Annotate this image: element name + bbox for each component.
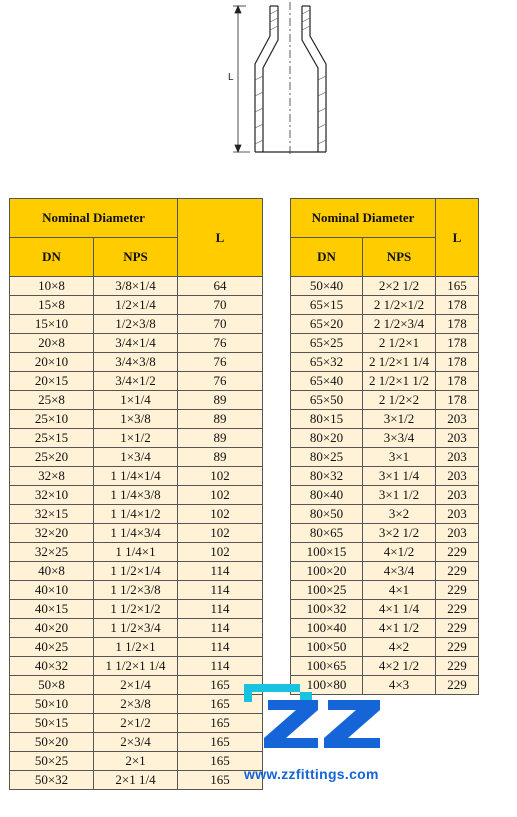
cell-dn: 100×65 xyxy=(291,657,363,676)
cell-length: 229 xyxy=(436,657,479,676)
table-row xyxy=(10,391,263,410)
cell-dn: 25×8 xyxy=(10,391,94,410)
cell-nps: 4×2 xyxy=(363,638,436,657)
cell-nps: 1 1/2×1/4 xyxy=(94,562,178,581)
header-nps: NPS xyxy=(363,238,436,277)
cell-length: 76 xyxy=(178,372,263,391)
cell-dn: 40×15 xyxy=(10,600,94,619)
cell-dn: 100×50 xyxy=(291,638,363,657)
cell-nps: 3/8×1/4 xyxy=(94,277,178,296)
cell-dn: 100×40 xyxy=(291,619,363,638)
cell-nps: 4×2 1/2 xyxy=(363,657,436,676)
cell-dn: 32×25 xyxy=(10,543,94,562)
cell-dn: 80×15 xyxy=(291,410,363,429)
cell-length: 178 xyxy=(436,334,479,353)
cell-nps: 2 1/2×1 1/4 xyxy=(363,353,436,372)
cell-nps: 1×3/8 xyxy=(94,410,178,429)
cell-nps: 2×3/8 xyxy=(94,695,178,714)
cell-length: 70 xyxy=(178,296,263,315)
cell-nps: 3×1/2 xyxy=(363,410,436,429)
cell-dn: 50×8 xyxy=(10,676,94,695)
cell-nps: 2×3/4 xyxy=(94,733,178,752)
cell-nps: 3×1 1/2 xyxy=(363,486,436,505)
cell-nps: 1 1/2×1 xyxy=(94,638,178,657)
cell-nps: 3×1 xyxy=(363,448,436,467)
cell-length: 203 xyxy=(436,467,479,486)
cell-length: 114 xyxy=(178,619,263,638)
cell-length: 114 xyxy=(178,638,263,657)
cell-length: 229 xyxy=(436,562,479,581)
cell-length: 102 xyxy=(178,505,263,524)
table-row xyxy=(10,752,263,771)
cell-nps: 4×3/4 xyxy=(363,562,436,581)
cell-length: 165 xyxy=(178,676,263,695)
cell-dn: 40×32 xyxy=(10,657,94,676)
cell-dn: 100×80 xyxy=(291,676,363,695)
table-row xyxy=(291,410,479,429)
cell-length: 178 xyxy=(436,315,479,334)
cell-nps: 4×1 1/2 xyxy=(363,619,436,638)
cell-length: 229 xyxy=(436,600,479,619)
table-row xyxy=(291,391,479,410)
header-length: L xyxy=(178,199,263,277)
table-row xyxy=(10,429,263,448)
cell-length: 165 xyxy=(178,752,263,771)
cell-nps: 2 1/2×3/4 xyxy=(363,315,436,334)
table-row xyxy=(10,505,263,524)
cell-length: 165 xyxy=(178,771,263,790)
cell-dn: 50×40 xyxy=(291,277,363,296)
table-row xyxy=(10,733,263,752)
cell-nps: 2×1/2 xyxy=(94,714,178,733)
cell-dn: 50×32 xyxy=(10,771,94,790)
cell-length: 178 xyxy=(436,391,479,410)
cell-dn: 80×65 xyxy=(291,524,363,543)
cell-dn: 65×50 xyxy=(291,391,363,410)
table-row xyxy=(10,334,263,353)
cell-length: 114 xyxy=(178,581,263,600)
cell-dn: 65×32 xyxy=(291,353,363,372)
cell-length: 89 xyxy=(178,429,263,448)
cell-length: 89 xyxy=(178,448,263,467)
cell-length: 114 xyxy=(178,600,263,619)
cell-dn: 80×32 xyxy=(291,467,363,486)
logo-mark xyxy=(244,684,380,748)
zz-fittings-logo xyxy=(240,680,390,762)
table-row xyxy=(10,315,263,334)
cell-dn: 80×25 xyxy=(291,448,363,467)
cell-length: 102 xyxy=(178,524,263,543)
table-row xyxy=(291,448,479,467)
table-row xyxy=(10,581,263,600)
cell-dn: 40×20 xyxy=(10,619,94,638)
table-row xyxy=(10,600,263,619)
cell-nps: 2×1/4 xyxy=(94,676,178,695)
cell-nps: 1 1/4×1 xyxy=(94,543,178,562)
cell-length: 203 xyxy=(436,505,479,524)
cell-nps: 1/2×1/4 xyxy=(94,296,178,315)
cell-nps: 1 1/2×1 1/4 xyxy=(94,657,178,676)
cell-length: 102 xyxy=(178,543,263,562)
table-row xyxy=(291,600,479,619)
cell-dn: 15×8 xyxy=(10,296,94,315)
cell-dn: 20×15 xyxy=(10,372,94,391)
table-row xyxy=(10,448,263,467)
table-row xyxy=(10,638,263,657)
cell-nps: 4×1 1/4 xyxy=(363,600,436,619)
header-row-group xyxy=(10,199,263,238)
cell-dn: 40×8 xyxy=(10,562,94,581)
cell-dn: 65×20 xyxy=(291,315,363,334)
cell-length: 165 xyxy=(178,714,263,733)
cell-length: 229 xyxy=(436,676,479,695)
table-row xyxy=(10,296,263,315)
cell-nps: 1 1/4×3/8 xyxy=(94,486,178,505)
table-row xyxy=(10,657,263,676)
table-row xyxy=(291,315,479,334)
cell-nps: 2×2 1/2 xyxy=(363,277,436,296)
cell-length: 165 xyxy=(178,695,263,714)
cell-dn: 25×10 xyxy=(10,410,94,429)
header-dn: DN xyxy=(10,238,94,277)
cell-length: 76 xyxy=(178,353,263,372)
table-row xyxy=(10,524,263,543)
cell-dn: 80×40 xyxy=(291,486,363,505)
table-row xyxy=(291,619,479,638)
table-row xyxy=(291,524,479,543)
cell-length: 114 xyxy=(178,657,263,676)
cell-dn: 25×15 xyxy=(10,429,94,448)
cell-length: 178 xyxy=(436,296,479,315)
table-row xyxy=(10,676,263,695)
cell-dn: 65×15 xyxy=(291,296,363,315)
cell-length: 203 xyxy=(436,524,479,543)
header-dn: DN xyxy=(291,238,363,277)
cell-nps: 3/4×3/8 xyxy=(94,353,178,372)
table-row xyxy=(291,429,479,448)
cell-dn: 65×40 xyxy=(291,372,363,391)
cell-length: 203 xyxy=(436,429,479,448)
table-row xyxy=(10,277,263,296)
cell-length: 102 xyxy=(178,467,263,486)
cell-length: 102 xyxy=(178,486,263,505)
cell-nps: 4×1/2 xyxy=(363,543,436,562)
cell-length: 229 xyxy=(436,581,479,600)
cell-nps: 3×1 1/4 xyxy=(363,467,436,486)
cell-nps: 1 1/2×1/2 xyxy=(94,600,178,619)
cell-nps: 2×1 1/4 xyxy=(94,771,178,790)
table-row xyxy=(10,543,263,562)
cell-dn: 65×25 xyxy=(291,334,363,353)
table-row xyxy=(291,543,479,562)
reducer-outline xyxy=(255,6,326,152)
cell-nps: 1 1/4×3/4 xyxy=(94,524,178,543)
cell-dn: 50×25 xyxy=(10,752,94,771)
cell-dn: 80×20 xyxy=(291,429,363,448)
table-row xyxy=(291,581,479,600)
cell-dn: 15×10 xyxy=(10,315,94,334)
wall-hatching xyxy=(255,10,326,144)
cell-dn: 32×8 xyxy=(10,467,94,486)
cell-nps: 1 1/2×3/4 xyxy=(94,619,178,638)
table-row xyxy=(10,695,263,714)
table-row xyxy=(10,714,263,733)
cell-nps: 2 1/2×1/2 xyxy=(363,296,436,315)
size-table-left xyxy=(9,198,263,790)
cell-dn: 100×32 xyxy=(291,600,363,619)
table-body-right xyxy=(291,277,479,695)
reducer-drawing xyxy=(200,0,340,160)
header-nominal-diameter: Nominal Diameter xyxy=(10,199,178,238)
cell-nps: 4×1 xyxy=(363,581,436,600)
cell-dn: 10×8 xyxy=(10,277,94,296)
table-row xyxy=(291,277,479,296)
table-row xyxy=(291,353,479,372)
dimension-label: L xyxy=(228,72,234,83)
cell-dn: 40×25 xyxy=(10,638,94,657)
cell-dn: 32×20 xyxy=(10,524,94,543)
cell-length: 229 xyxy=(436,543,479,562)
table-row xyxy=(291,334,479,353)
cell-dn: 50×15 xyxy=(10,714,94,733)
table-row xyxy=(10,619,263,638)
cell-dn: 100×25 xyxy=(291,581,363,600)
cell-length: 203 xyxy=(436,448,479,467)
cell-length: 203 xyxy=(436,486,479,505)
cell-nps: 3/4×1/4 xyxy=(94,334,178,353)
table-body-left xyxy=(10,277,263,790)
cell-dn: 100×20 xyxy=(291,562,363,581)
table-row xyxy=(10,771,263,790)
table-row xyxy=(291,372,479,391)
cell-nps: 1 1/2×3/8 xyxy=(94,581,178,600)
cell-dn: 32×10 xyxy=(10,486,94,505)
table-row xyxy=(291,562,479,581)
cell-length: 114 xyxy=(178,562,263,581)
table-row xyxy=(10,372,263,391)
cell-length: 165 xyxy=(436,277,479,296)
cell-length: 178 xyxy=(436,353,479,372)
website-url: www.zzfittings.com xyxy=(244,766,379,782)
cell-nps: 2 1/2×1 xyxy=(363,334,436,353)
cell-nps: 3×2 xyxy=(363,505,436,524)
cell-length: 76 xyxy=(178,334,263,353)
table-row xyxy=(291,486,479,505)
cell-length: 203 xyxy=(436,410,479,429)
cell-nps: 1×3/4 xyxy=(94,448,178,467)
cell-length: 89 xyxy=(178,391,263,410)
header-nps: NPS xyxy=(94,238,178,277)
cell-length: 229 xyxy=(436,619,479,638)
cell-nps: 1/2×3/8 xyxy=(94,315,178,334)
table-row xyxy=(10,353,263,372)
cell-dn: 20×10 xyxy=(10,353,94,372)
table-row xyxy=(10,486,263,505)
header-nominal-diameter: Nominal Diameter xyxy=(291,199,436,238)
cell-length: 165 xyxy=(178,733,263,752)
dimension-l xyxy=(233,6,250,152)
cell-dn: 20×8 xyxy=(10,334,94,353)
cell-dn: 50×20 xyxy=(10,733,94,752)
header-length: L xyxy=(436,199,479,277)
cell-dn: 80×50 xyxy=(291,505,363,524)
cell-length: 70 xyxy=(178,315,263,334)
cell-length: 229 xyxy=(436,638,479,657)
table-row xyxy=(291,296,479,315)
cell-nps: 3×3/4 xyxy=(363,429,436,448)
table-row xyxy=(291,638,479,657)
table-row xyxy=(291,657,479,676)
cell-nps: 1 1/4×1/4 xyxy=(94,467,178,486)
cell-dn: 100×15 xyxy=(291,543,363,562)
cell-nps: 2×1 xyxy=(94,752,178,771)
cell-nps: 1×1/2 xyxy=(94,429,178,448)
cell-dn: 32×15 xyxy=(10,505,94,524)
cell-nps: 2 1/2×1 1/2 xyxy=(363,372,436,391)
header-row-group xyxy=(291,199,479,238)
cell-dn: 50×10 xyxy=(10,695,94,714)
cell-dn: 25×20 xyxy=(10,448,94,467)
size-table-right xyxy=(290,198,479,695)
cell-nps: 3×2 1/2 xyxy=(363,524,436,543)
cell-nps: 4×3 xyxy=(363,676,436,695)
table-row xyxy=(10,562,263,581)
table-row xyxy=(291,505,479,524)
table-row xyxy=(291,467,479,486)
cell-length: 64 xyxy=(178,277,263,296)
cell-dn: 40×10 xyxy=(10,581,94,600)
table-row xyxy=(10,410,263,429)
cell-nps: 3/4×1/2 xyxy=(94,372,178,391)
cell-nps: 2 1/2×2 xyxy=(363,391,436,410)
table-row xyxy=(10,467,263,486)
cell-nps: 1×1/4 xyxy=(94,391,178,410)
cell-nps: 1 1/4×1/2 xyxy=(94,505,178,524)
cell-length: 89 xyxy=(178,410,263,429)
cell-length: 178 xyxy=(436,372,479,391)
